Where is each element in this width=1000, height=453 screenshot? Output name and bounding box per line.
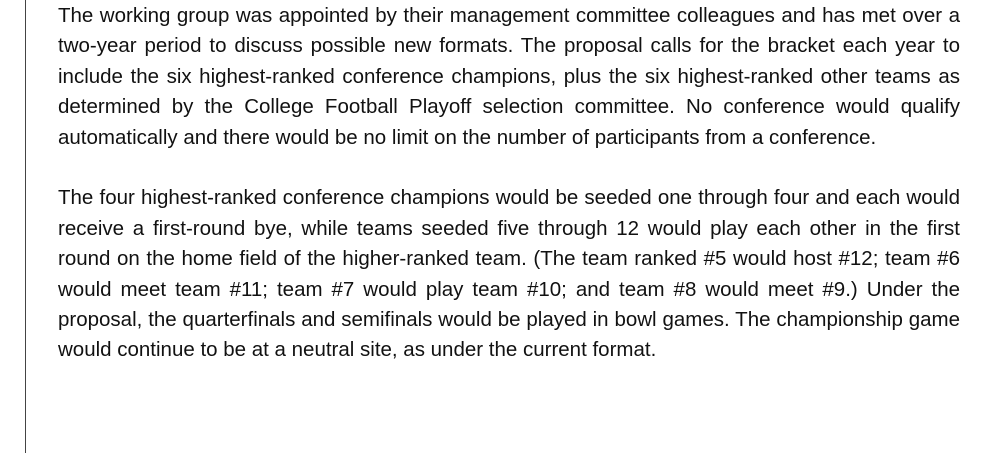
document-body [58,1,960,366]
paragraph-seeding-format: The four highest-ranked conference champions would be seeded one through four and each would receive a first-round bye, while teams seeded five through 12 would play each other in the first round on the home field of the higher-ranked team. (The team ranked #5 would host #12; team #6 would meet team #11; team #7 would play team #10; and team #8 would meet #9.) Under the proposal, the quarterfinals and semifinals would be played in bowl games. The championship game would continue to be at a neutral site, as under the current format. [58,186,960,362]
paragraph-working-group: The working group was appointed by their management committee colleagues and has met over a two-year period to discuss possible new formats. The proposal calls for the bracket each year to include the six highest-ranked conference champions, plus the six highest-ranked other teams as determined by the College Football Playoff selection committee. No conference would qualify automatically and there would be no limit on the number of participants from a conference. [58,4,960,149]
